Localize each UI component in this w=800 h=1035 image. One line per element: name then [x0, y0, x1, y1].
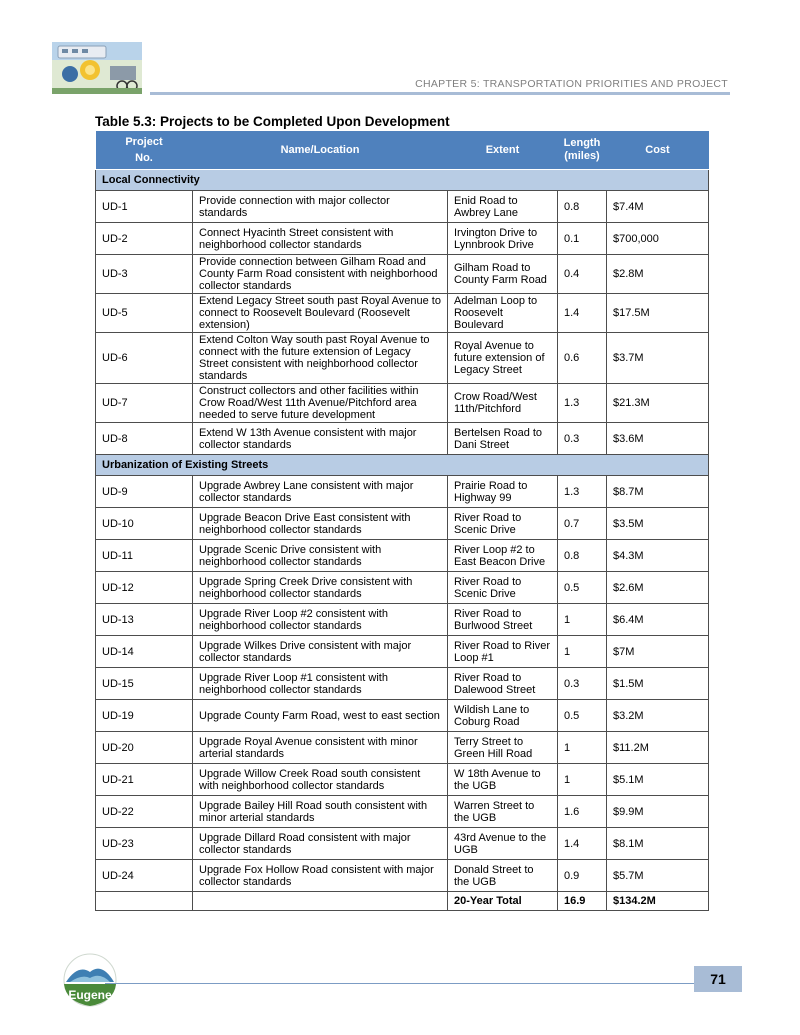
- extent-cell: Donald Street to the UGB: [448, 860, 558, 892]
- column-header-length: [558, 131, 607, 170]
- cost-cell: $17.5M: [607, 294, 709, 333]
- length-cell: 1.3: [558, 476, 607, 508]
- table-row: [96, 732, 709, 764]
- column-header-extent: Extent: [448, 131, 558, 170]
- project-id-cell: UD-6: [96, 333, 193, 384]
- cost-cell: $9.9M: [607, 796, 709, 828]
- extent-cell: Wildish Lane to Coburg Road: [448, 700, 558, 732]
- cost-cell: $7M: [607, 636, 709, 668]
- cost-cell: $11.2M: [607, 732, 709, 764]
- length-cell: 0.3: [558, 668, 607, 700]
- length-cell: 0.5: [558, 700, 607, 732]
- length-cell: 0.9: [558, 860, 607, 892]
- extent-cell: River Road to Scenic Drive: [448, 508, 558, 540]
- column-header-project-line2: No.: [135, 152, 153, 164]
- name-location-cell: Upgrade Willow Creek Road south consistent with neighborhood collector standards: [193, 764, 448, 796]
- table-row: [96, 476, 709, 508]
- extent-cell: Adelman Loop to Roosevelt Boulevard: [448, 294, 558, 333]
- name-location-cell: Extend Legacy Street south past Royal Avenue to connect to Roosevelt Boulevard (Roosevelt extension): [193, 294, 448, 333]
- cost-cell: $8.7M: [607, 476, 709, 508]
- project-id-cell: UD-10: [96, 508, 193, 540]
- cost-cell: $5.1M: [607, 764, 709, 796]
- project-id-cell: UD-22: [96, 796, 193, 828]
- extent-cell: Royal Avenue to future extension of Legacy Street: [448, 333, 558, 384]
- footer-divider: [105, 983, 695, 984]
- column-header-project: [96, 131, 193, 170]
- length-cell: 1: [558, 732, 607, 764]
- cost-cell: $2.6M: [607, 572, 709, 604]
- length-cell: 1.4: [558, 294, 607, 333]
- name-location-cell: Upgrade Beacon Drive East consistent with neighborhood collector standards: [193, 508, 448, 540]
- total-empty-cell: [96, 892, 193, 911]
- extent-cell: Warren Street to the UGB: [448, 796, 558, 828]
- name-location-cell: Upgrade Awbrey Lane consistent with major collector standards: [193, 476, 448, 508]
- length-cell: 1.6: [558, 796, 607, 828]
- name-location-cell: Provide connection with major collector standards: [193, 191, 448, 223]
- name-location-cell: Upgrade Scenic Drive consistent with neighborhood collector standards: [193, 540, 448, 572]
- total-length: 16.9: [558, 892, 607, 911]
- table-row: [96, 294, 709, 333]
- table-body: [96, 170, 709, 911]
- cost-cell: $700,000: [607, 223, 709, 255]
- total-empty-cell: [193, 892, 448, 911]
- header-divider: [150, 92, 730, 95]
- section-header-row: [96, 170, 709, 191]
- length-cell: 0.7: [558, 508, 607, 540]
- name-location-cell: Upgrade Royal Avenue consistent with minor arterial standards: [193, 732, 448, 764]
- column-header-name: Name/Location: [193, 131, 448, 170]
- project-id-cell: UD-7: [96, 384, 193, 423]
- cost-cell: $6.4M: [607, 604, 709, 636]
- column-header-project-line1: Project: [125, 135, 163, 148]
- project-id-cell: UD-14: [96, 636, 193, 668]
- column-header-length-line2: (miles): [564, 150, 600, 162]
- project-id-cell: UD-13: [96, 604, 193, 636]
- extent-cell: River Road to Dalewood Street: [448, 668, 558, 700]
- name-location-cell: Construct collectors and other facilities within Crow Road/West 11th Avenue/Pitchford area needed to serve future development: [193, 384, 448, 423]
- length-cell: 1: [558, 636, 607, 668]
- column-header-cost: Cost: [607, 131, 709, 170]
- table-row: [96, 223, 709, 255]
- table-row: [96, 384, 709, 423]
- table-row: [96, 668, 709, 700]
- name-location-cell: Upgrade Dillard Road consistent with major collector standards: [193, 828, 448, 860]
- cost-cell: $7.4M: [607, 191, 709, 223]
- chapter-title: CHAPTER 5: TRANSPORTATION PRIORITIES AND PROJECT: [415, 78, 728, 90]
- name-location-cell: Provide connection between Gilham Road and County Farm Road consistent with neighborhood collector standards: [193, 255, 448, 294]
- project-id-cell: UD-24: [96, 860, 193, 892]
- name-location-cell: Upgrade Fox Hollow Road consistent with major collector standards: [193, 860, 448, 892]
- name-location-cell: Upgrade River Loop #1 consistent with neighborhood collector standards: [193, 668, 448, 700]
- extent-cell: Crow Road/West 11th/Pitchford: [448, 384, 558, 423]
- project-id-cell: UD-9: [96, 476, 193, 508]
- extent-cell: Bertelsen Road to Dani Street: [448, 423, 558, 455]
- project-id-cell: UD-2: [96, 223, 193, 255]
- cost-cell: $4.3M: [607, 540, 709, 572]
- extent-cell: Irvington Drive to Lynnbrook Drive: [448, 223, 558, 255]
- length-cell: 1.4: [558, 828, 607, 860]
- project-id-cell: UD-21: [96, 764, 193, 796]
- extent-cell: River Road to River Loop #1: [448, 636, 558, 668]
- length-cell: 1.3: [558, 384, 607, 423]
- total-cost: $134.2M: [607, 892, 709, 911]
- page-number: 71: [694, 966, 742, 992]
- extent-cell: River Loop #2 to East Beacon Drive: [448, 540, 558, 572]
- extent-cell: Prairie Road to Highway 99: [448, 476, 558, 508]
- project-id-cell: UD-23: [96, 828, 193, 860]
- table-row: [96, 508, 709, 540]
- table-row: [96, 828, 709, 860]
- project-id-cell: UD-19: [96, 700, 193, 732]
- table-row: [96, 764, 709, 796]
- table-row: [96, 700, 709, 732]
- length-cell: 0.1: [558, 223, 607, 255]
- project-id-cell: UD-15: [96, 668, 193, 700]
- extent-cell: Gilham Road to County Farm Road: [448, 255, 558, 294]
- cost-cell: $8.1M: [607, 828, 709, 860]
- table-row: [96, 423, 709, 455]
- length-cell: 1: [558, 764, 607, 796]
- projects-table: [95, 130, 709, 911]
- total-label: 20-Year Total: [448, 892, 558, 911]
- cost-cell: $3.2M: [607, 700, 709, 732]
- project-id-cell: UD-8: [96, 423, 193, 455]
- name-location-cell: Upgrade Bailey Hill Road south consistent with minor arterial standards: [193, 796, 448, 828]
- cost-cell: $5.7M: [607, 860, 709, 892]
- total-row: [96, 892, 709, 911]
- section-title: Local Connectivity: [96, 170, 709, 191]
- project-id-cell: UD-11: [96, 540, 193, 572]
- header-banner-illustration: [52, 42, 142, 94]
- length-cell: 0.3: [558, 423, 607, 455]
- cost-cell: $2.8M: [607, 255, 709, 294]
- project-id-cell: UD-12: [96, 572, 193, 604]
- cost-cell: $3.7M: [607, 333, 709, 384]
- table-title: Table 5.3: Projects to be Completed Upon Development: [95, 114, 450, 129]
- cost-cell: $3.6M: [607, 423, 709, 455]
- length-cell: 0.4: [558, 255, 607, 294]
- column-header-length-line1: Length: [563, 136, 601, 149]
- table-row: [96, 191, 709, 223]
- extent-cell: River Road to Scenic Drive: [448, 572, 558, 604]
- extent-cell: River Road to Burlwood Street: [448, 604, 558, 636]
- table-row: [96, 604, 709, 636]
- section-title: Urbanization of Existing Streets: [96, 455, 709, 476]
- project-id-cell: UD-5: [96, 294, 193, 333]
- table-row: [96, 572, 709, 604]
- table-row: [96, 540, 709, 572]
- length-cell: 1: [558, 604, 607, 636]
- project-id-cell: UD-3: [96, 255, 193, 294]
- cost-cell: $21.3M: [607, 384, 709, 423]
- length-cell: 0.8: [558, 191, 607, 223]
- extent-cell: W 18th Avenue to the UGB: [448, 764, 558, 796]
- table-header-row: [96, 131, 709, 170]
- name-location-cell: Upgrade Wilkes Drive consistent with major collector standards: [193, 636, 448, 668]
- table-row: [96, 860, 709, 892]
- cost-cell: $3.5M: [607, 508, 709, 540]
- length-cell: 0.5: [558, 572, 607, 604]
- name-location-cell: Connect Hyacinth Street consistent with neighborhood collector standards: [193, 223, 448, 255]
- extent-cell: 43rd Avenue to the UGB: [448, 828, 558, 860]
- project-id-cell: UD-20: [96, 732, 193, 764]
- table-row: [96, 796, 709, 828]
- logo-text: Eugene: [68, 988, 112, 1002]
- table-row: [96, 636, 709, 668]
- project-id-cell: UD-1: [96, 191, 193, 223]
- cost-cell: $1.5M: [607, 668, 709, 700]
- name-location-cell: Extend Colton Way south past Royal Avenue to connect with the future extension of Legacy Street consistent with neighborhood collector standards: [193, 333, 448, 384]
- table-row: [96, 333, 709, 384]
- name-location-cell: Upgrade County Farm Road, west to east section: [193, 700, 448, 732]
- name-location-cell: Upgrade River Loop #2 consistent with neighborhood collector standards: [193, 604, 448, 636]
- extent-cell: Terry Street to Green Hill Road: [448, 732, 558, 764]
- extent-cell: Enid Road to Awbrey Lane: [448, 191, 558, 223]
- name-location-cell: Extend W 13th Avenue consistent with major collector standards: [193, 423, 448, 455]
- length-cell: 0.8: [558, 540, 607, 572]
- eugene-logo: [60, 952, 120, 1008]
- name-location-cell: Upgrade Spring Creek Drive consistent with neighborhood collector standards: [193, 572, 448, 604]
- length-cell: 0.6: [558, 333, 607, 384]
- table-row: [96, 255, 709, 294]
- section-header-row: [96, 455, 709, 476]
